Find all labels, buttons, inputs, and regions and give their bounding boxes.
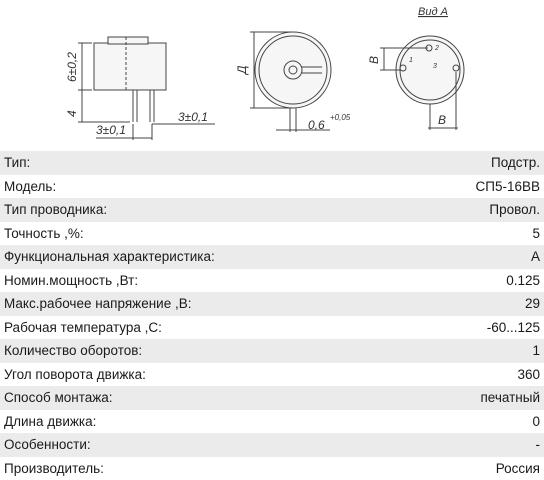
spec-row <box>0 222 544 246</box>
top-outer-circle <box>255 32 331 108</box>
spec-row <box>0 245 544 269</box>
dim-diameter-label: Д <box>235 65 249 74</box>
dim-b-vertical-label: В <box>367 55 381 64</box>
top-view <box>250 32 331 132</box>
bottom-view <box>380 36 464 130</box>
spec-value: СП5-16ВВ <box>475 178 540 194</box>
spec-name: Производитель: <box>4 460 104 476</box>
spec-row <box>0 198 544 222</box>
spec-name: Угол поворота движка: <box>4 366 146 382</box>
spec-value: печатный <box>480 390 540 406</box>
spec-name: Точность ,%: <box>4 225 84 241</box>
spec-row <box>0 363 544 387</box>
spec-name: Тип проводника: <box>4 202 108 218</box>
spec-value: 1 <box>532 343 540 359</box>
spec-name: Способ монтажа: <box>4 390 113 406</box>
spec-value: 5 <box>532 225 540 241</box>
spec-row <box>0 410 544 434</box>
pin1-label: 1 <box>409 57 413 64</box>
spec-row <box>0 151 544 175</box>
knob-outline <box>108 37 148 44</box>
dim-slot-tolerance: +0,05 <box>330 113 351 122</box>
spec-value: Россия <box>495 460 540 476</box>
spec-row <box>0 457 544 480</box>
spec-name: Количество оборотов: <box>4 343 143 359</box>
spec-name: Длина движка: <box>4 413 97 429</box>
pin3-label: 3 <box>433 63 437 70</box>
spec-value: 360 <box>517 366 540 382</box>
technical-drawing <box>0 0 544 150</box>
view-a-label: Вид А <box>418 6 448 18</box>
housing-outline <box>94 43 166 90</box>
spec-value: А <box>530 249 540 265</box>
spec-row <box>0 386 544 410</box>
dim-slot-label: 0,6 <box>308 118 325 132</box>
spec-value: 0.125 <box>506 272 540 288</box>
spec-name: Особенности: <box>4 437 91 453</box>
spec-row <box>0 292 544 316</box>
dim-b-horizontal-label: В <box>438 113 447 127</box>
spec-name: Номин.мощность ,Вт: <box>4 272 139 288</box>
spec-name: Функциональная характеристика: <box>4 249 215 265</box>
spec-value: 0 <box>532 413 540 429</box>
spec-value: - <box>535 437 540 453</box>
spec-name: Рабочая температура ,С: <box>4 319 162 335</box>
dim-pin-offset-label: 3±0,1 <box>178 110 208 124</box>
dim-lead-label: 4 <box>65 110 79 117</box>
spec-row <box>0 339 544 363</box>
drawing-svg <box>0 0 544 150</box>
pin2-label: 2 <box>435 45 439 52</box>
spec-value: 29 <box>524 296 540 312</box>
spec-value: Подстр. <box>491 155 540 171</box>
spec-row <box>0 269 544 293</box>
spec-table <box>0 151 544 480</box>
spec-row <box>0 433 544 457</box>
spec-value: Провол. <box>489 202 540 218</box>
dim-pin-spacing-label: 3±0,1 <box>96 123 126 137</box>
dim-height-label: 6±0,2 <box>65 52 79 82</box>
spec-name: Тип: <box>4 155 31 171</box>
spec-value: -60...125 <box>486 319 540 335</box>
spec-name: Модель: <box>4 178 57 194</box>
spec-name: Макс.рабочее напряжение ,В: <box>4 296 192 312</box>
spec-row <box>0 316 544 340</box>
spec-row <box>0 175 544 199</box>
